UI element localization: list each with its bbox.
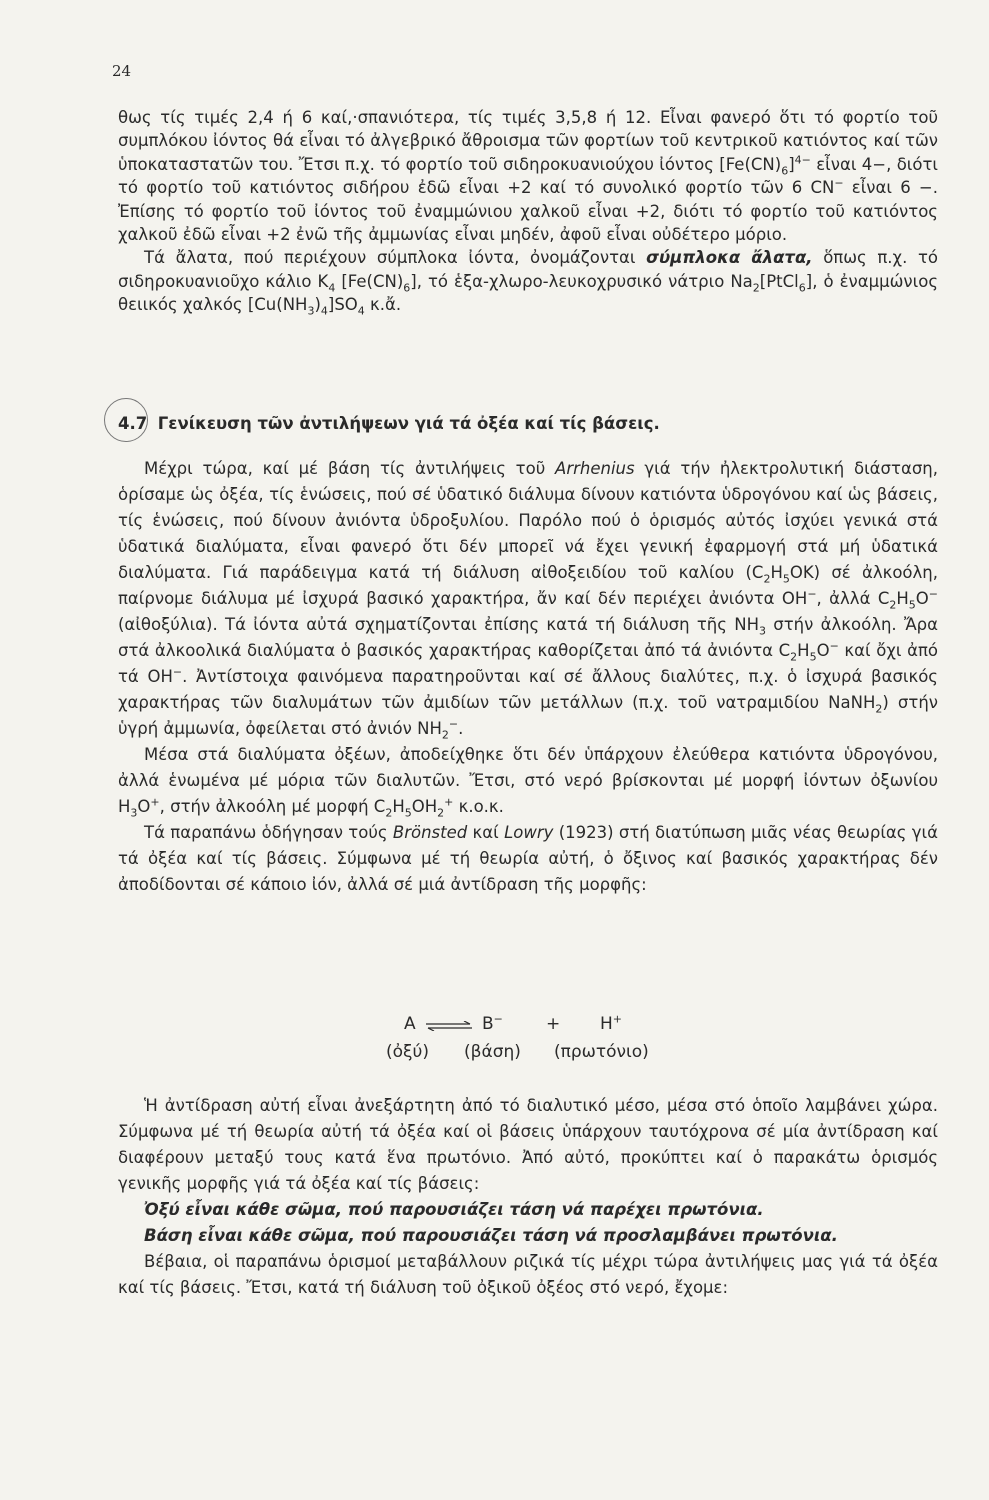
paragraph-bronsted: Τά παραπάνω ὁδήγησαν τούς Brönsted καί Lowry (1923) στή διατύπωση μιᾶς νέας θεωρίας γιά τά ὀξέα καί τίς βάσεις. Σύμφωνα μέ τή θεωρία αὐτή, ὁ ὄξινος καί βασικός χαρακτήρας δέν ἀποδίδονται σέ κάποιο ἰόν, ἀλλά σέ μιά ἀντίδραση τῆς μορφῆς:: [118, 823, 939, 894]
text-block-bottom: [118, 1093, 938, 1301]
paragraph-reaction-independence: Ἡ ἀντίδραση αὐτή εἶναι ἀνεξάρτητη ἀπό τό διαλυτικό μέσο, μέσα στό ὁποῖο λαμβάνει χώρα. Σύμφωνα μέ τή θεωρία αὐτή τά ὀξέα καί οἱ βάσεις ὑπάρχουν ταυτόχρονα σέ μία ἀντίδραση καί διαφέρουν μεταξύ τους κατά ἕνα πρωτόνιο. Ἀπό αὐτό, προκύπτει καί ὁ παρακάτω ὁρισμός γενικῆς μορφῆς γιά τά ὀξέα καί τίς βάσεις:: [118, 1096, 938, 1193]
paragraph-acid-solutions: Μέσα στά διαλύματα ὀξέων, ἀποδείχθηκε ὅτι δέν ὑπάρχουν ἐλεύθερα κατιόντα ὑδρογόνου, ἀλλά ἑνωμένα μέ μόρια τῶν διαλυτῶν. Ἔτσι, στό νερό βρίσκονται μέ μορφή ἰόντων ὀξωνίου $H_3O^+$, στήν ἀλκοόλη μέ μορφή $C_2H_5OH_2^+$ κ.ο.κ.: [118, 745, 938, 820]
reaction-proton: H+: [600, 1012, 623, 1034]
paragraph-consequences: Βέβαια, οἱ παραπάνω ὁρισμοί μεταβάλλουν ριζικά τίς μέχρι τώρα ἀντιλήψεις μας γιά τά ὀξέα καί τίς βάσεις. Ἔτσι, κατά τή διάλυση τοῦ ὀξικοῦ ὀξέος στό νερό, ἔχομε:: [118, 1252, 938, 1297]
reaction-acid: A: [404, 1014, 416, 1034]
text-block-top: [118, 106, 938, 317]
definition-acid: Ὀξύ εἶναι κάθε σῶμα, πού παρουσιάζει τάση νά παρέχει πρωτόνια.: [144, 1200, 764, 1219]
section-number: 4.7: [118, 414, 148, 433]
paragraph-charges: θως τίς τιμές 2,4 ή 6 καί,·σπανιότερα, τίς τιμές 3,5,8 ή 12. Εἶναι φανερό ὅτι τό φορτίο τοῦ συμπλόκου ἰόντος θά εἶναι τό ἀλγεβρικό ἄθροισμα τῶν φορτίων τοῦ κεντρικοῦ κατιόντος καί τῶν ὑποκαταστατῶν του. Ἔτσι π.χ. τό φορτίο τοῦ σιδηροκυανιούχου ἰόντος $[Fe(CN)_6]^{4-}$ εἶναι 4−, διότι τό φορτίο τοῦ κατιόντος σιδήρου ἐδῶ εἶναι +2 καί τό συνολικό φορτίο τῶν 6 CN− εἶναι 6 −. Ἐπίσης τό φορτίο τοῦ ἰόντος τοῦ ἐναμμώνιου χαλκοῦ εἶναι +2, διότι τό φορτίο τοῦ κατιόντος χαλκοῦ ἐδῶ εἶναι +2 ἐνῶ τῆς ἀμμωνίας εἶναι μηδέν, ἀφοῦ εἶναι οὐδέτερο μόριο.: [118, 108, 938, 245]
text-block-middle: [118, 456, 938, 898]
equilibrium-arrow-icon: [426, 1021, 472, 1031]
reaction-base: B−: [482, 1012, 503, 1034]
section-heading: [118, 414, 660, 433]
paragraph-arrhenius: Μέχρι τώρα, καί μέ βάση τίς ἀντιλήψεις τοῦ Arrhenius γιά τήν ἠλεκτρολυτική διάσταση, ὁρίσαμε ὡς ὀξέα, τίς ἑνώσεις, πού σέ ὑδατικό διάλυμα δίνουν κατιόντα ὑδρογόνου καί ὡς βάσεις, τίς ἑνώσεις, πού δίνουν ἀνιόντα ὑδροξυλίου. Παρόλο πού ὁ ὁρισμός αὐτός ἰσχύει γενικά στά ὑδατικά διαλύματα, εἶναι φανερό ὅτι δέν μπορεῖ νά ἔχει γενική ἐφαρμογή στά μή ὑδατικά διαλύματα. Γιά παράδειγμα κατά τή διάλυση αἰθοξειδίου τοῦ καλίου $(C_2H_5OK)$ σέ ἀλκοόλη, παίρνομε διάλυμα μέ ἰσχυρά βασικό χαρακτήρα, ἄν καί δέν περιέχει ἀνιόντα OH−, ἀλλά $C_2H_5O^-$ (αἰθοξύλια). Τά ἰόντα αὐτά σχηματίζονται ἐπίσης κατά τή διάλυση τῆς $NH_3$ στήν ἀλκοόλη. Ἄρα στά ἀλκοολικά διαλύματα ὁ βασικός χαρακτήρας καθορίζεται ἀπό τά ἀνιόντα $C_2H_5O^-$ καί ὄχι ἀπό τά OH−. Ἀντίστοιχα φαινόμενα παρατηροῦνται καί σέ ἄλλους διαλύτες, π.χ. ὁ ἰσχυρά βασικός χαρακτήρας τῶν διαλυμάτων τῶν ἀμιδίων τῶν μετάλλων (π.χ. τοῦ νατραμιδίου NaNH$_2$) στήν ὑγρή ἀμμωνία, ὀφείλεται στό ἀνιόν $NH_2^-$.: [118, 459, 938, 742]
definition-base: Βάση εἶναι κάθε σῶμα, πού παρουσιάζει τάση νά προσλαμβάνει πρωτόνια.: [144, 1226, 838, 1245]
label-base: (βάση): [464, 1042, 521, 1062]
label-proton: (πρωτόνιο): [554, 1042, 649, 1062]
section-title: Γενίκευση τῶν ἀντιλήψεων γιά τά ὀξέα καί τίς βάσεις.: [157, 414, 660, 433]
paragraph-complex-salts: Τά ἄλατα, πού περιέχουν σύμπλοκα ἰόντα, ὀνομάζονται σύμπλοκα ἄλατα, ὅπως π.χ. τό σιδηροκυανιοῦχο κάλιο $K_4$ $[Fe(CN)_6]$, τό ἑξα-χλωρο-λευκοχρυσικό νάτριο $Na_2[PtCl_6]$, ὁ ἐναμμώνιος θειικός χαλκός $[Cu(NH_3)_4]SO_4$ κ.ἄ.: [118, 248, 939, 318]
label-acid: (ὀξύ): [386, 1042, 429, 1062]
reaction-plus: +: [546, 1014, 561, 1034]
reaction-equation: [386, 1012, 696, 1070]
page-number: 24: [112, 62, 132, 80]
